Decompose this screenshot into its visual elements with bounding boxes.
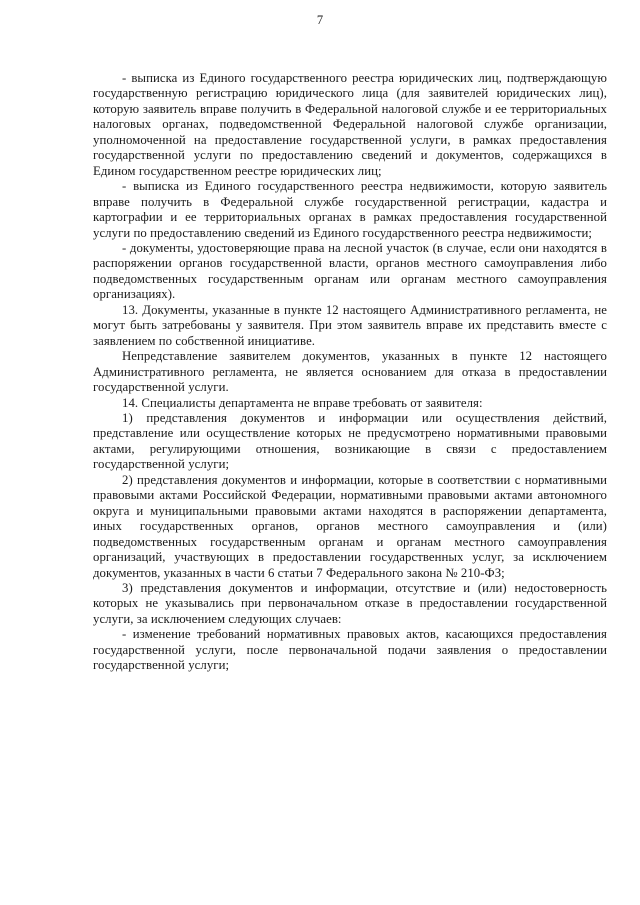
document-body bbox=[93, 71, 607, 674]
paragraph-item-2: 2) представления документов и информации, которые в соответствии с нормативными правовыми актами Российской Федерации, нормативными правовыми актами автономного округа и муниципальными правовыми актами находятся в распоряжении департамента, иных государственных органов, органов местного самоуправления и (или) подведомственных государственным органам и органам местного самоуправления организаций, участвующих в предоставлении государственных услуг, за исключением документов, указанных в части 6 статьи 7 Федерального закона № 210-ФЗ; bbox=[93, 472, 607, 580]
paragraph-clause-13: 13. Документы, указанные в пункте 12 настоящего Административного регламента, не могут быть затребованы у заявителя. При этом заявитель вправе их представить вместе с заявлением по собственной инициативе. bbox=[93, 302, 607, 348]
paragraph-clause-14: 14. Специалисты департамента не вправе требовать от заявителя: bbox=[122, 395, 483, 410]
paragraph-egrn-extract: - выписка из Единого государственного реестра недвижимости, которую заявитель вправе получить в Федеральной службе государственной регистрации, кадастра и картографии и ее территориальных органах в рамках предоставления государственной услуги по предоставлению сведений из Единого государственного реестра недвижимости; bbox=[93, 179, 607, 240]
paragraph-item-1: 1) представления документов и информации или осуществления действий, представление или осуществление которых не предусмотрено нормативными правовыми актами, регулирующими отношения, возникающие в связи с предоставлением государственной услуги; bbox=[93, 410, 607, 472]
paragraph-non-submission: Непредставление заявителем документов, указанных в пункте 12 настоящего Административного регламента, не является основанием для отказа в предоставлении государственной услуги. bbox=[93, 349, 607, 395]
paragraph-egrul-extract: - выписка из Единого государственного реестра юридических лиц, подтверждающую государственную регистрацию юридического лица (для заявителей юридических лиц), которую заявитель вправе получить в Федеральной налоговой службе и ее территориальных налоговых органах, подведомственной Федеральной налоговой службе организации, уполномоченной на предоставление государственной услуги, в рамках предоставления государственной услуги по предоставлению сведений и документов, содержащихся в Едином государственном реестре юридических лиц; bbox=[93, 71, 607, 178]
paragraph-exception-1: - изменение требований нормативных правовых актов, касающихся предоставления государственной услуги, после первоначальной подачи заявления о предоставлении государственной услуги; bbox=[93, 627, 607, 673]
paragraph-item-3: 3) представления документов и информации, отсутствие и (или) недостоверность которых не указывались при первоначальном отказе в предоставлении государственной услуги, за исключением следующих случаев: bbox=[93, 580, 607, 626]
paragraph-forest-plot-documents: - документы, удостоверяющие права на лесной участок (в случае, если они находятся в распоряжении органов государственной власти, органов местного самоуправления либо подведомственных государственным органам или органам местного самоуправления организациях). bbox=[93, 240, 607, 302]
page-number: 7 bbox=[316, 13, 324, 27]
